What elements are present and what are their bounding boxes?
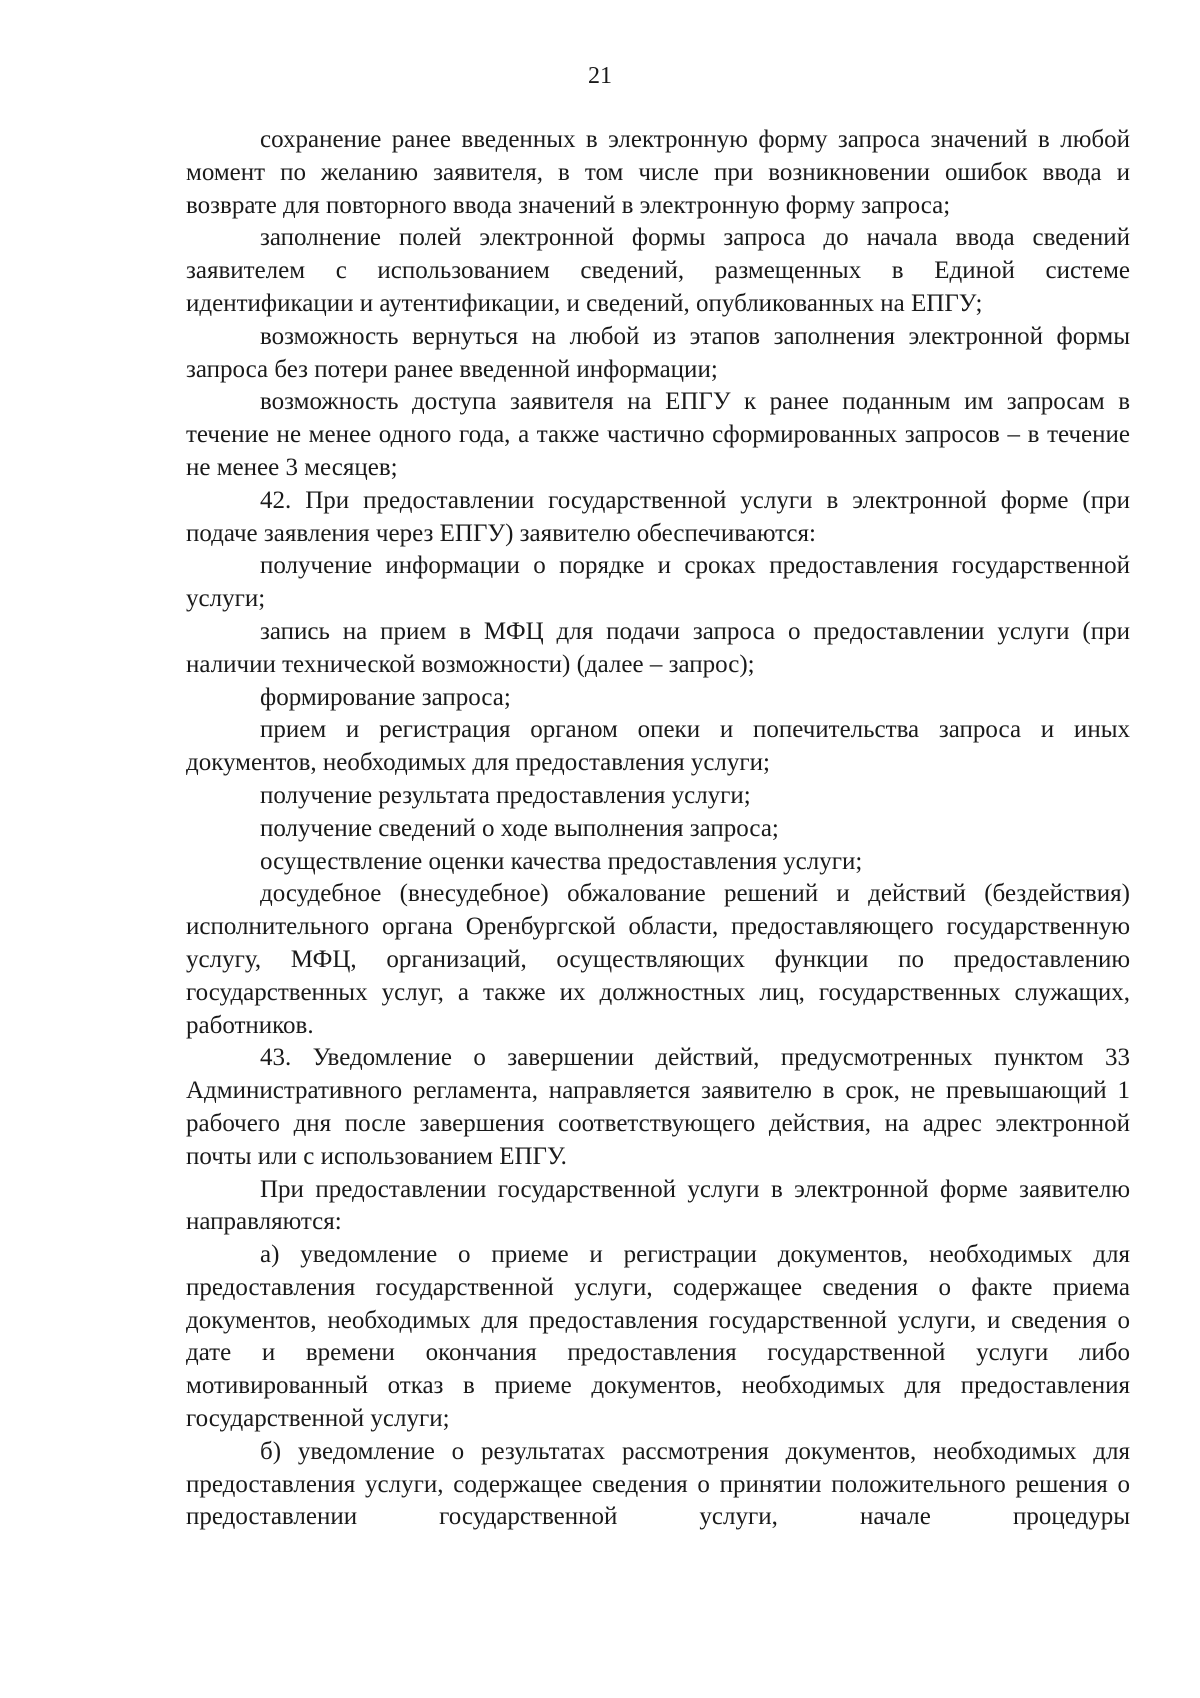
paragraph: а) уведомление о приеме и регистрации документов, необходимых для предоставления государственной услуги, содержащее сведения о факте приема документов, необходимых для предоставления государственной услуги, и сведения о дате и времени окончания предоставления государственной услуги либо мотивированный отказ в приеме документов, необходимых для предоставления государственной услуги; [186, 1241, 1130, 1433]
paragraph: досудебное (внесудебное) обжалование решений и действий (бездействия) исполнительного органа Оренбургской области, предоставляющего государственную услугу, МФЦ, организаций, осуществляющих функции по предоставлению государственных услуг, а также их должностных лиц, государственных служащих, работников. [186, 880, 1130, 1039]
paragraph: При предоставлении государственной услуги в электронной форме заявителю направляются: [186, 1175, 1130, 1236]
paragraph: сохранение ранее введенных в электронную форму запроса значений в любой момент по желанию заявителя, в том числе при возникновении ошибок ввода и возврате для повторного ввода значений в электронную форму запроса; [186, 126, 1130, 219]
paragraph: получение результата предоставления услуги; [260, 781, 751, 809]
paragraph: заполнение полей электронной формы запроса до начала ввода сведений заявителем с использованием сведений, размещенных в Единой системе идентификации и аутентификации, и сведений, опубликованных на ЕПГУ; [186, 224, 1130, 317]
page-number: 21 [588, 63, 612, 89]
paragraph: возможность доступа заявителя на ЕПГУ к ранее поданным им запросам в течение не менее одного года, а также частично сформированных запросов – в течение не менее 3 месяцев; [186, 388, 1130, 481]
paragraph: прием и регистрация органом опеки и попечительства запроса и иных документов, необходимых для предоставления услуги; [186, 716, 1130, 777]
paragraph: 43. Уведомление о завершении действий, предусмотренных пунктом 33 Административного регламента, направляется заявителю в срок, не превышающий 1 рабочего дня после завершения соответствующего действия, на адрес электронной почты или с использованием ЕПГУ. [186, 1044, 1130, 1170]
paragraph: получение информации о порядке и сроках предоставления государственной услуги; [186, 552, 1130, 613]
paragraph: 42. При предоставлении государственной услуги в электронной форме (при подаче заявления через ЕПГУ) заявителю обеспечиваются: [186, 486, 1130, 547]
paragraph: запись на прием в МФЦ для подачи запроса о предоставлении услуги (при наличии технической возможности) (далее – запрос); [186, 617, 1130, 678]
paragraph: возможность вернуться на любой из этапов заполнения электронной формы запроса без потери ранее введенной информации; [186, 322, 1130, 383]
paragraph: осуществление оценки качества предоставления услуги; [260, 847, 863, 875]
document-body [186, 124, 1130, 1534]
paragraph: формирование запроса; [260, 683, 511, 711]
paragraph: б) уведомление о результатах рассмотрения документов, необходимых для предоставления услуги, содержащее сведения о принятии положительного решения о предоставлении государственной услуги, начале процедуры [186, 1437, 1130, 1531]
paragraph: получение сведений о ходе выполнения запроса; [260, 814, 779, 842]
